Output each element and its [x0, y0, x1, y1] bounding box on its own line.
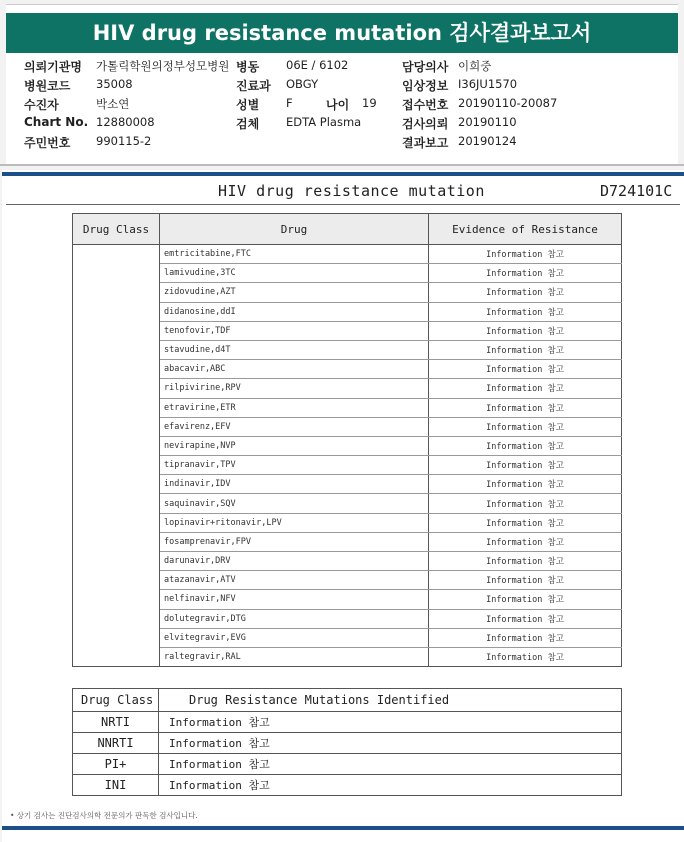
label-result-report-date: 결과보고	[402, 136, 449, 150]
label-department: 진료과	[236, 79, 271, 93]
drug-cell: atazanavir,ATV	[160, 571, 429, 590]
value-requesting-institution: 가톨릭학원의정부성모병원	[96, 59, 230, 73]
evidence-cell: Information 참고	[429, 571, 622, 590]
evidence-cell: Information 참고	[429, 360, 622, 379]
header-class: Drug Class	[73, 689, 159, 712]
value-chart-no: 12880008	[96, 115, 155, 129]
drug-class-cell: NNRTI	[73, 733, 159, 754]
label-age: 나이	[326, 98, 350, 112]
drug-cell: nevirapine,NVP	[160, 436, 429, 455]
evidence-cell: Information 참고	[429, 340, 622, 359]
drug-cell: darunavir,DRV	[160, 552, 429, 571]
mutation-cell: Information 참고	[159, 754, 622, 775]
evidence-cell: Information 참고	[429, 436, 622, 455]
sheet-top-rule	[2, 172, 684, 176]
sheet-title-rule	[6, 204, 680, 205]
report-sheet	[2, 170, 684, 842]
label-patient-name: 수진자	[24, 98, 59, 112]
value-test-request-date: 20190110	[458, 115, 517, 129]
section-divider	[0, 164, 684, 166]
report-code: D724101C	[600, 182, 673, 200]
drug-cell: abacavir,ABC	[160, 360, 429, 379]
drug-cell: rilpivirine,RPV	[160, 379, 429, 398]
evidence-cell: Information 참고	[429, 321, 622, 340]
label-specimen: 검체	[236, 117, 260, 131]
drug-cell: raltegravir,RAL	[160, 647, 429, 666]
drug-cell: indinavir,IDV	[160, 475, 429, 494]
drug-cell: lamivudine,3TC	[160, 264, 429, 283]
label-chart-no: Chart No.	[24, 115, 89, 129]
evidence-cell: Information 참고	[429, 302, 622, 321]
evidence-cell: Information 참고	[429, 532, 622, 551]
report-title: HIV drug resistance mutation	[218, 182, 485, 200]
table-row	[73, 245, 622, 264]
evidence-cell: Information 참고	[429, 647, 622, 666]
value-result-report-date: 20190124	[458, 134, 517, 148]
header-drug: Drug	[160, 214, 429, 245]
label-requesting-institution: 의뢰기관명	[24, 60, 82, 74]
evidence-cell: Information 참고	[429, 379, 622, 398]
evidence-cell: Information 참고	[429, 456, 622, 475]
drug-cell: emtricitabine,FTC	[160, 245, 429, 264]
header-mutations: Drug Resistance Mutations Identified	[159, 689, 622, 712]
evidence-cell: Information 참고	[429, 494, 622, 513]
label-receipt-number: 접수번호	[402, 98, 449, 112]
sheet-bottom-rule	[2, 826, 684, 830]
mutation-cell: Information 참고	[159, 733, 622, 754]
evidence-cell: Information 참고	[429, 398, 622, 417]
table-row	[73, 754, 622, 775]
patient-info-panel	[6, 58, 678, 164]
drug-cell: tipranavir,TPV	[160, 456, 429, 475]
drug-cell: lopinavir+ritonavir,LPV	[160, 513, 429, 532]
header-drug-class: Drug Class	[73, 214, 160, 245]
drug-cell: efavirenz,EFV	[160, 417, 429, 436]
evidence-cell: Information 참고	[429, 513, 622, 532]
label-resident-number: 주민번호	[24, 136, 71, 150]
evidence-cell: Information 참고	[429, 417, 622, 436]
evidence-cell: Information 참고	[429, 264, 622, 283]
report-main-title: HIV drug resistance mutation 검사결과보고서	[6, 13, 678, 53]
evidence-cell: Information 참고	[429, 609, 622, 628]
evidence-cell: Information 참고	[429, 475, 622, 494]
value-specimen: EDTA Plasma	[286, 115, 362, 129]
drug-cell: saquinavir,SQV	[160, 494, 429, 513]
evidence-cell: Information 참고	[429, 628, 622, 647]
evidence-cell: Information 참고	[429, 283, 622, 302]
evidence-cell: Information 참고	[429, 552, 622, 571]
value-ward: 06E / 6102	[286, 58, 349, 72]
label-sex: 성별	[236, 98, 260, 112]
label-hospital-code: 병원코드	[24, 79, 71, 93]
value-hospital-code: 35008	[96, 77, 133, 91]
drug-cell: elvitegravir,EVG	[160, 628, 429, 647]
evidence-cell: Information 참고	[429, 590, 622, 609]
mutation-cell: Information 참고	[159, 775, 622, 796]
value-age: 19	[362, 96, 377, 110]
value-clinical-info: I36JU1570	[458, 77, 518, 91]
label-test-request-date: 검사의뢰	[402, 117, 449, 131]
footnote: • 상기 검사는 진단검사의학 전문의가 판독한 검사입니다.	[10, 811, 198, 820]
header-evidence: Evidence of Resistance	[429, 214, 622, 245]
label-clinical-info: 임상정보	[402, 79, 449, 93]
drug-class-cell: PI+	[73, 754, 159, 775]
value-department: OBGY	[286, 77, 319, 91]
value-patient-name: 박소연	[96, 97, 130, 111]
drug-cell: fosamprenavir,FPV	[160, 532, 429, 551]
drug-evidence-table	[72, 213, 622, 667]
value-resident-number: 990115-2	[96, 134, 152, 148]
value-physician: 이희중	[458, 59, 492, 73]
drug-cell: nelfinavir,NFV	[160, 590, 429, 609]
drug-cell: zidovudine,AZT	[160, 283, 429, 302]
drug-cell: dolutegravir,DTG	[160, 609, 429, 628]
drug-class-cell: NRTI	[73, 712, 159, 733]
label-physician: 담당의사	[402, 60, 449, 74]
report-header-band	[6, 4, 678, 59]
drug-cell: tenofovir,TDF	[160, 321, 429, 340]
drug-class-cell	[73, 245, 160, 667]
mutation-cell: Information 참고	[159, 712, 622, 733]
value-receipt-number: 20190110-20087	[458, 96, 558, 110]
table-row	[73, 733, 622, 754]
evidence-cell: Information 참고	[429, 245, 622, 264]
drug-cell: didanosine,ddI	[160, 302, 429, 321]
drug-cell: etravirine,ETR	[160, 398, 429, 417]
value-sex: F	[286, 96, 293, 110]
label-ward: 병동	[236, 60, 260, 74]
drug-cell: stavudine,d4T	[160, 340, 429, 359]
table-row	[73, 775, 622, 796]
drug-class-cell: INI	[73, 775, 159, 796]
table-row	[73, 712, 622, 733]
mutations-table	[72, 688, 622, 796]
